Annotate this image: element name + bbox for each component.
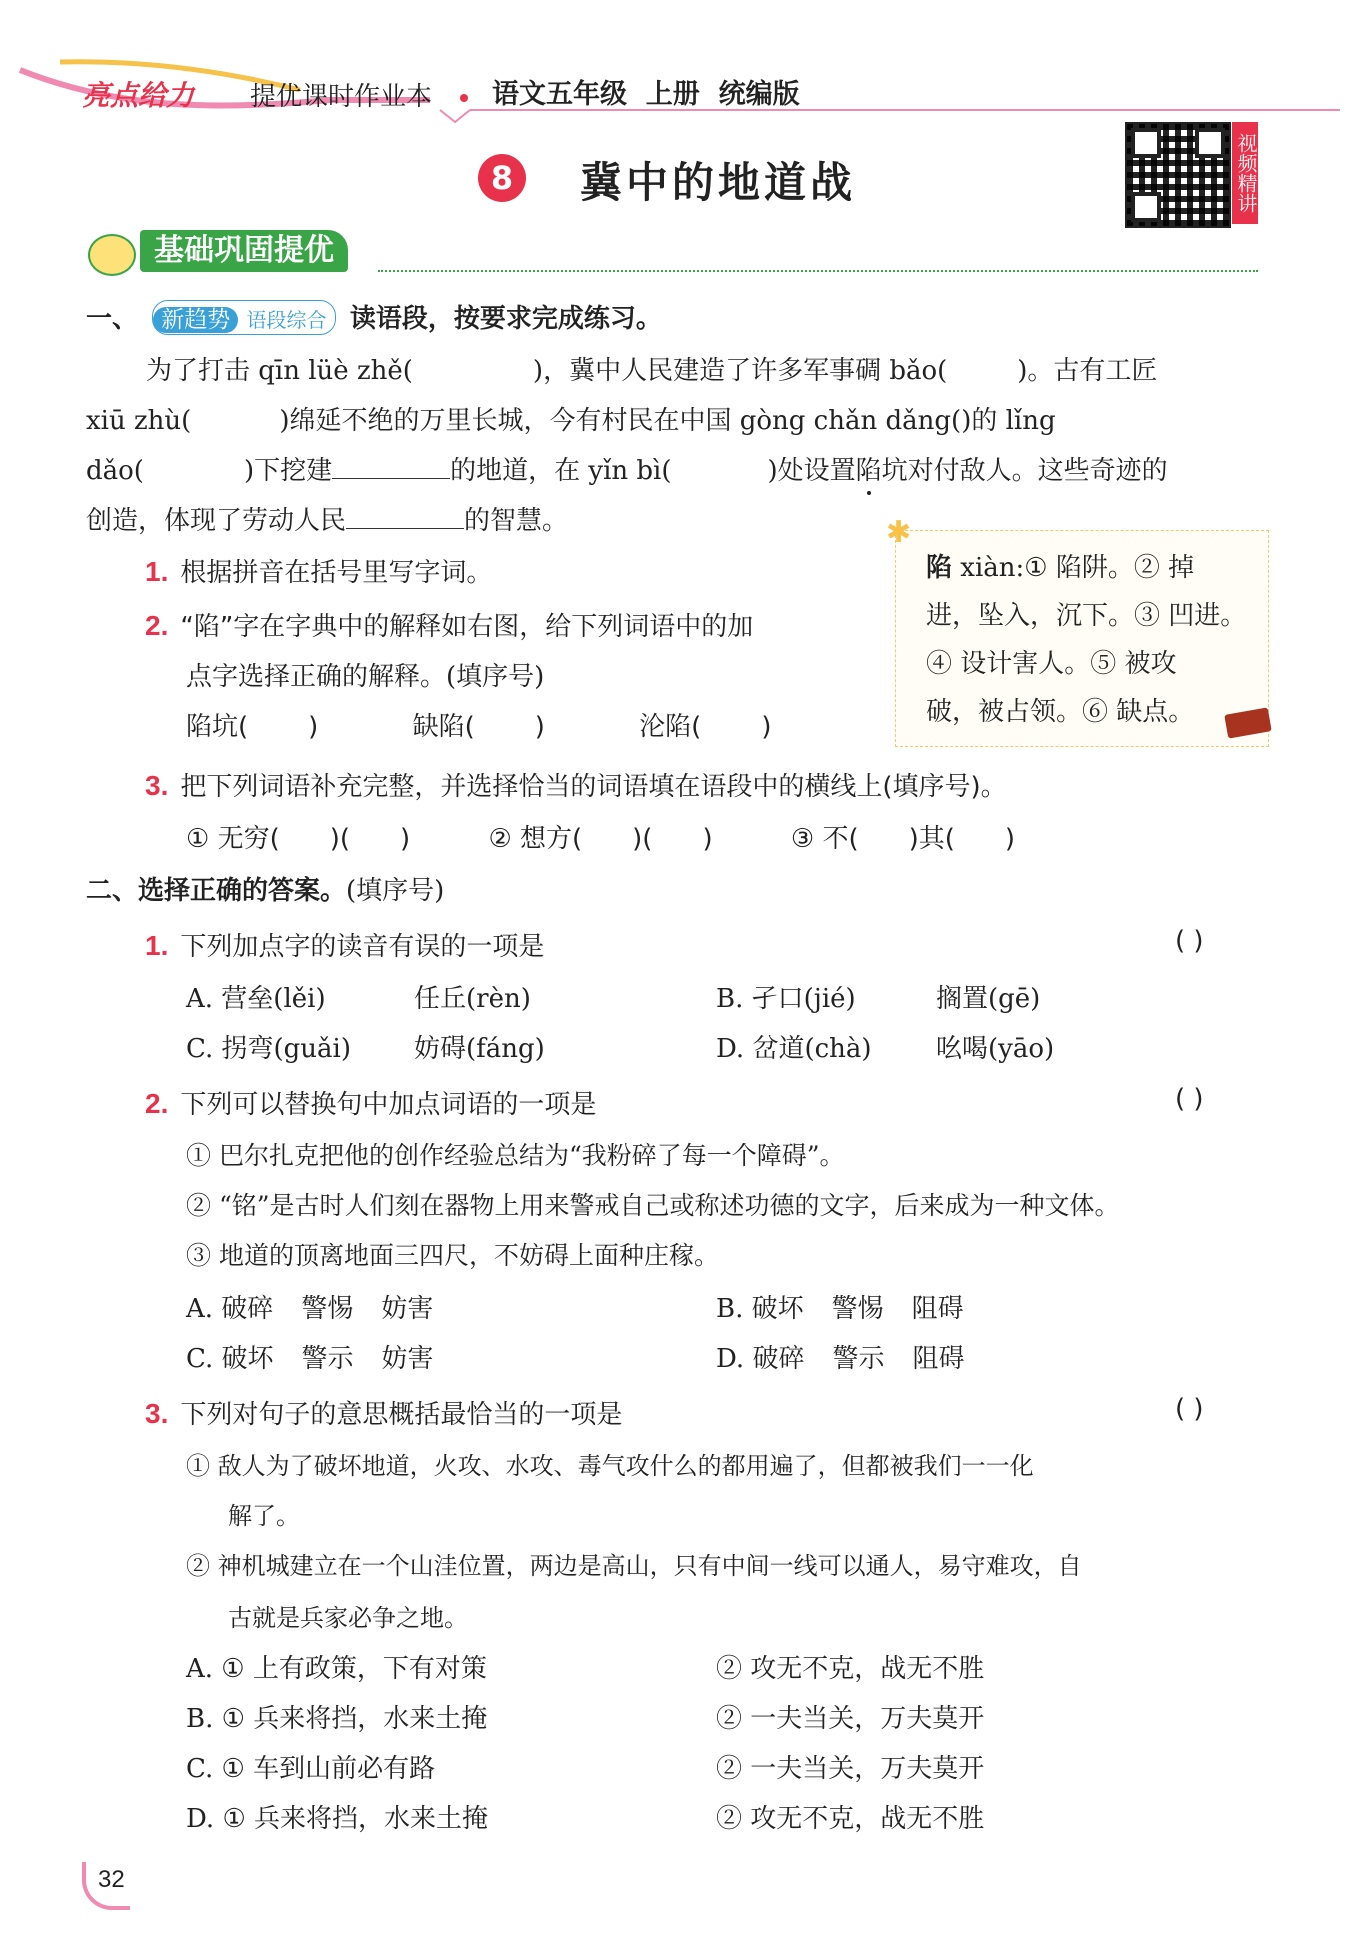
answer-paren-2[interactable]: ( ) — [1175, 1084, 1204, 1114]
page-number: 32 — [98, 1866, 125, 1893]
lesson-title: 冀中的地道战 — [580, 158, 857, 207]
answer-paren-3[interactable]: ( ) — [1175, 1394, 1204, 1424]
section-banner — [88, 228, 1258, 276]
q1-heading: 一、 新趋势 语段综合 读语段，按要求完成练习。 — [86, 298, 662, 335]
q2-s3: 3. 下列对句子的意思概括最恰当的一项是 — [145, 1398, 623, 1430]
qr-code[interactable] — [1125, 122, 1231, 228]
book-icon-small — [1224, 707, 1271, 738]
q1-sub2-words: 陷坑( ) 缺陷( ) 沦陷( ) — [186, 712, 772, 742]
header-dot — [460, 94, 468, 102]
q1-sub3: 3. 把下列词语补充完整，并选择恰当的词语填在语段中的横线上(填序号)。 — [145, 770, 1007, 802]
series-name: 提优课时作业本 — [250, 82, 433, 112]
q2-s1: 1. 下列加点字的读音有误的一项是 — [145, 930, 545, 962]
dictionary-box: ✱ 陷 xiàn:① 陷阱。② 掉 进，坠入，沉下。③ 凹进。 ④ 设计害人。⑤ 被攻 破，被占领。⑥ 缺点。 — [895, 530, 1269, 747]
lesson-number-badge: 8 — [478, 154, 526, 202]
section-title: 基础巩固提优 — [154, 233, 334, 268]
blank-1[interactable] — [332, 456, 450, 479]
brand-logo: 亮点给力 — [82, 79, 195, 112]
q2-heading: 二、选择正确的答案。(填序号) — [86, 876, 445, 906]
trend-tag: 新趋势 语段综合 — [152, 300, 335, 335]
q1-sub1: 1. 根据拼音在括号里写字词。 — [145, 556, 493, 588]
qr-label: 视频精讲 — [1232, 122, 1258, 224]
book-icon — [88, 234, 136, 276]
grade-label: 语文五年级 上册 统编版 — [492, 79, 800, 110]
q1-sub3-items: ① 无穷( )( ) ② 想方( )( ) ③ 不( )其( ) — [186, 824, 1016, 854]
page-header — [0, 0, 1350, 130]
q1-sub2: 2. “陷”字在字典中的解释如右图，给下列词语中的加 — [145, 610, 754, 642]
q2-s2: 2. 下列可以替换句中加点词语的一项是 — [145, 1088, 597, 1120]
answer-paren-1[interactable]: ( ) — [1175, 926, 1204, 956]
blank-2[interactable] — [346, 506, 464, 529]
sparkle-icon: ✱ — [886, 515, 912, 550]
